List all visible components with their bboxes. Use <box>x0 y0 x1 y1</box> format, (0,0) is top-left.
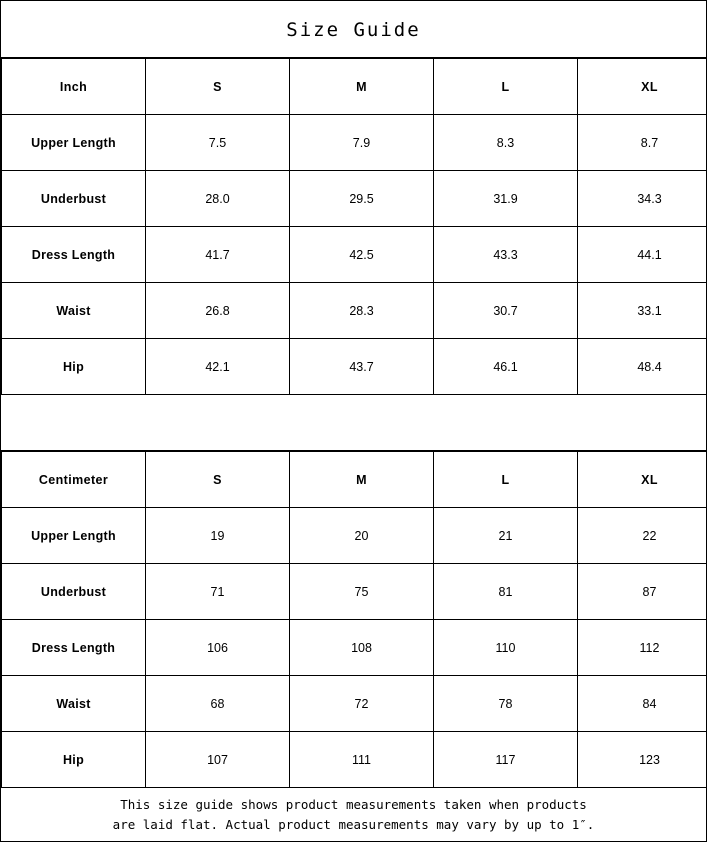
row-label-dress-length-inch: Dress Length <box>2 227 146 283</box>
cell-upper-length-xl-cm: 22 <box>578 508 707 564</box>
cell-upper-length-m-inch: 7.9 <box>290 115 434 171</box>
table-row <box>2 283 707 339</box>
cell-waist-s-cm: 68 <box>146 676 290 732</box>
unit-header-inch: Inch <box>2 59 146 115</box>
centimeter-size-table <box>1 451 707 788</box>
size-header-m: M <box>290 59 434 115</box>
cell-waist-m-cm: 72 <box>290 676 434 732</box>
size-header-xl-cm: XL <box>578 452 707 508</box>
row-label-hip-cm: Hip <box>2 732 146 788</box>
footer-note-line-2: are laid flat. Actual product measurements may vary by up to 1″. <box>112 816 595 832</box>
cell-hip-l-inch: 46.1 <box>434 339 578 395</box>
cell-hip-s-inch: 42.1 <box>146 339 290 395</box>
cell-waist-s-inch: 26.8 <box>146 283 290 339</box>
size-header-xl: XL <box>578 59 707 115</box>
cell-upper-length-xl-inch: 8.7 <box>578 115 707 171</box>
cell-underbust-s-cm: 71 <box>146 564 290 620</box>
cell-waist-xl-inch: 33.1 <box>578 283 707 339</box>
size-header-s: S <box>146 59 290 115</box>
table-row <box>2 171 707 227</box>
cell-hip-m-cm: 111 <box>290 732 434 788</box>
cell-upper-length-s-inch: 7.5 <box>146 115 290 171</box>
cell-underbust-l-inch: 31.9 <box>434 171 578 227</box>
table-row <box>2 676 707 732</box>
row-label-underbust-inch: Underbust <box>2 171 146 227</box>
row-label-waist-inch: Waist <box>2 283 146 339</box>
table-row <box>2 620 707 676</box>
cell-dress-length-m-cm: 108 <box>290 620 434 676</box>
cell-dress-length-s-inch: 41.7 <box>146 227 290 283</box>
cell-dress-length-l-cm: 110 <box>434 620 578 676</box>
size-header-l-cm: L <box>434 452 578 508</box>
table-header-row <box>2 452 707 508</box>
cell-underbust-l-cm: 81 <box>434 564 578 620</box>
size-header-s-cm: S <box>146 452 290 508</box>
footer-note <box>1 788 706 841</box>
row-label-underbust-cm: Underbust <box>2 564 146 620</box>
cell-underbust-s-inch: 28.0 <box>146 171 290 227</box>
cell-hip-m-inch: 43.7 <box>290 339 434 395</box>
row-label-hip-inch: Hip <box>2 339 146 395</box>
cell-upper-length-l-cm: 21 <box>434 508 578 564</box>
table-row <box>2 508 707 564</box>
cell-dress-length-xl-cm: 112 <box>578 620 707 676</box>
table-separator <box>1 395 706 451</box>
row-label-waist-cm: Waist <box>2 676 146 732</box>
cell-underbust-m-inch: 29.5 <box>290 171 434 227</box>
footer-note-line-1: This size guide shows product measurements taken when products <box>120 797 587 813</box>
cell-hip-xl-cm: 123 <box>578 732 707 788</box>
cell-underbust-m-cm: 75 <box>290 564 434 620</box>
row-label-dress-length-cm: Dress Length <box>2 620 146 676</box>
cell-upper-length-s-cm: 19 <box>146 508 290 564</box>
cell-hip-xl-inch: 48.4 <box>578 339 707 395</box>
row-label-upper-length-cm: Upper Length <box>2 508 146 564</box>
table-row <box>2 115 707 171</box>
table-header-row <box>2 59 707 115</box>
cell-upper-length-m-cm: 20 <box>290 508 434 564</box>
table-row <box>2 339 707 395</box>
size-header-l: L <box>434 59 578 115</box>
size-header-m-cm: M <box>290 452 434 508</box>
table-row <box>2 732 707 788</box>
cell-dress-length-m-inch: 42.5 <box>290 227 434 283</box>
cell-waist-xl-cm: 84 <box>578 676 707 732</box>
table-row <box>2 564 707 620</box>
cell-hip-l-cm: 117 <box>434 732 578 788</box>
cell-dress-length-s-cm: 106 <box>146 620 290 676</box>
page-title: Size Guide <box>1 1 706 58</box>
inch-size-table <box>1 58 707 395</box>
cell-waist-m-inch: 28.3 <box>290 283 434 339</box>
cell-underbust-xl-inch: 34.3 <box>578 171 707 227</box>
cell-upper-length-l-inch: 8.3 <box>434 115 578 171</box>
cell-dress-length-l-inch: 43.3 <box>434 227 578 283</box>
table-row <box>2 227 707 283</box>
cell-waist-l-inch: 30.7 <box>434 283 578 339</box>
row-label-upper-length-inch: Upper Length <box>2 115 146 171</box>
cell-waist-l-cm: 78 <box>434 676 578 732</box>
cell-dress-length-xl-inch: 44.1 <box>578 227 707 283</box>
cell-underbust-xl-cm: 87 <box>578 564 707 620</box>
unit-header-centimeter: Centimeter <box>2 452 146 508</box>
cell-hip-s-cm: 107 <box>146 732 290 788</box>
